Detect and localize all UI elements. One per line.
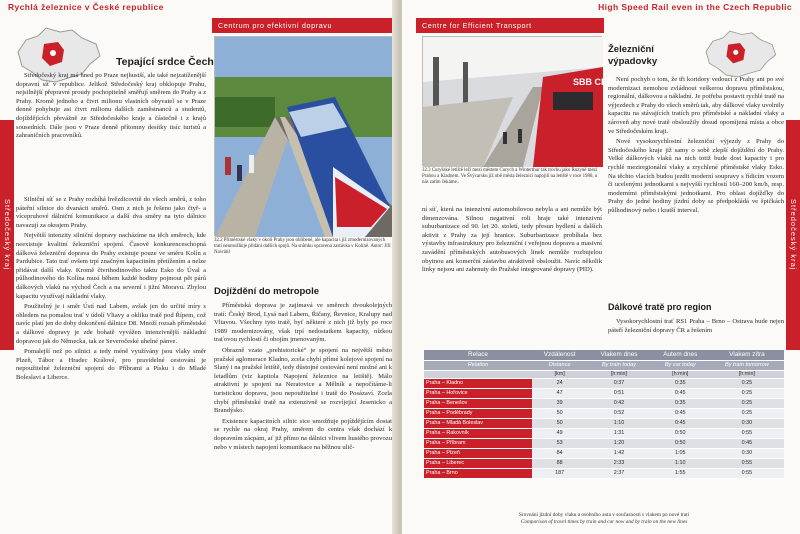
- value-cell: 0:35: [651, 378, 710, 388]
- paragraph: ní síť, která na intenzivní automobilovou nebyla a ani nemůže být dimenzována. Silnou negativní roli hraje také intenzivní suburbanizace od 90. let 20. století, tedy přesun bydlení a dalších aktivit z Prahy za její hranice. Suburbanizace probíhala bez výstavby infrastruktury pro železniční i veřejnou dopravu a masivní zavádění příměstských autobusových linek nemůže rozbujelou obytnou ani komerční zástavbu atraktivně obsloužit. Navíc několik linky nejsou ani zahrnuty do Pražské integrované dopravy (PID).: [422, 206, 602, 274]
- table-row: [424, 398, 784, 408]
- intro-text: [16, 72, 206, 143]
- svg-text:SBB CFF: SBB CFF: [573, 77, 612, 87]
- czech-region-map-right: [698, 26, 782, 82]
- paragraph: Není pochyb o tom, že tři koridory vedoucí z Prahy ani po své modernizaci nemohou zvládnout veškerou dopravu příměstskou, regionální, dálkovou a nákladní. Je potřeba postavit rychlé tratě na výjezdech z Prahy do všech směrů tak, aby dálkové vlaky uvolnily kapacitu na stávajících tratích pro příměstské a nákladní vlaky a zároveň aby nové tratě obsloužily dosud opomíjená místa a obce ve Středočeském kraji.: [608, 76, 784, 135]
- table-unit: [h:min]: [710, 370, 784, 378]
- table-row: [424, 438, 784, 448]
- value-cell: 1:31: [587, 428, 650, 438]
- value-cell: 49: [532, 428, 587, 438]
- route-cell: Praha – Plzeň: [424, 448, 532, 458]
- value-cell: 0:42: [587, 398, 650, 408]
- value-cell: 0:55: [710, 468, 784, 478]
- left-column-text-right-page: [422, 206, 602, 277]
- route-cell: Praha – Kladno: [424, 378, 532, 388]
- value-cell: 88: [532, 458, 587, 468]
- route-cell: Praha – Mladá Boleslav: [424, 418, 532, 428]
- value-cell: 187: [532, 468, 587, 478]
- table-header: Vlakem dnes: [587, 350, 650, 360]
- paragraph: Obrazně vzato „prehistorické“ je spojení na největší město pražské aglomerace Kladno, zcela chybí přímé kolejové spojení na Slaný i na pražské letiště, tedy důstojné cestování není možné ani k letadlům (viz kapitola Napojení železnice na letiště). Málo atraktivní je spojení na Neratovice a Mělník a nepočítáme-li turistickou dopravu, jsou nepoužitelné i tratě do Posázaví. Zcela chybí příměstské tratě na extenzivně se rozvíjející Jesenicko a Brandýsko.: [214, 346, 392, 415]
- value-cell: 0:30: [710, 448, 784, 458]
- paragraph: Největší intenzity silniční dopravy nacházíme na těch směrech, kde neexistuje kvalitní železniční spojení. Časově konkurenceschopná dálková železniční doprava do Prahy existuje pouze ve směru Kolín a Pardubice. Tato trať ovšem trpí značným kapacitním přetížením a nelze přidávat další vlaky. Kromě čtvrthodinového taktu Esko do Úval a půlhodinového do Kolína musí během každé hodiny pojmout pět párů dálkových vlaků na východ Čech a na severní i jižní Moravu. Zbylou kapacitu využívají nákladní vlaky.: [16, 232, 206, 300]
- table-row: [424, 408, 784, 418]
- value-cell: 0:51: [587, 388, 650, 398]
- heading-dalkove-trate: Dálkové tratě pro region: [608, 302, 712, 312]
- value-cell: 0:55: [710, 458, 784, 468]
- table-caption: [424, 512, 784, 525]
- paragraph: Existence kapacitních silnic sice umožňuje pojíždějícím dostat se rychle na okraj Prahy, směrem do centra však dochází k dopravním zácpám, ať již přímo na dálnici vlivem hustého provozu nebo v místech napojení komunikace na běžnou ulič-: [214, 417, 392, 451]
- heading-dojizdeni: Dojíždění do metropole: [214, 286, 320, 297]
- table-header: Vlakem zítra: [710, 350, 784, 360]
- right-column-text-left-page: [214, 302, 392, 454]
- table-unit: [h:min]: [651, 370, 710, 378]
- value-cell: 84: [532, 448, 587, 458]
- value-cell: 24: [532, 378, 587, 388]
- table-header-en: By car today: [651, 360, 710, 370]
- value-cell: 0:52: [587, 408, 650, 418]
- running-title-left: Rychlá železnice v České republice: [8, 2, 164, 12]
- value-cell: 39: [532, 398, 587, 408]
- paragraph: Pomalejší než po silnici a tedy méně využívány jsou vlaky směr Plzeň, Tábor a Hradec Králové, pro pravidelné cestování je nepoužitelné železniční spojení do Příbrami a Písku i do Mladé Boleslavi a Liberce.: [16, 348, 206, 381]
- table-row: [424, 378, 784, 388]
- value-cell: 1:10: [587, 418, 650, 428]
- table-caption-cz: Srovnání jízdní doby vlaku a osobního auta v současnosti s vlakem po nové trati: [518, 512, 690, 518]
- value-cell: 1:42: [587, 448, 650, 458]
- value-cell: 0:55: [710, 428, 784, 438]
- route-cell: Praha – Brno: [424, 468, 532, 478]
- table-unit: [424, 370, 532, 378]
- paragraph: Silniční síť se z Prahy rozbíhá hvězdicovitě do všech směrů, z toho páteřní silnice do dvanácti směrů. Osm z nich je řešeno jako čtyř- a vícepruhové dálniční komunikace a další dva směry na tyto dálnice navazují za okrajem Prahy.: [16, 196, 206, 229]
- value-cell: 2:37: [587, 468, 650, 478]
- value-cell: 2:33: [587, 458, 650, 468]
- paragraph: Použitelný je i směr Ústí nad Labem, avšak jen do určité míry s ohledem na pomalou trať v údolí Vltavy a okliku tratě pod Řípem, což navíc platí jen do doby dokončení dálnice D8. Množí rozsah příměstské a dálkové dopravy je zde bohatě vyvážen intenzivnější nákladní dopravou jak do Německa, tak ze Severočeské uhelné pánve.: [16, 303, 206, 345]
- value-cell: 53: [532, 438, 587, 448]
- section-band-left: Centrum pro efektivní dopravu: [212, 18, 398, 33]
- table-row: [424, 428, 784, 438]
- value-cell: 0:25: [710, 398, 784, 408]
- value-cell: 1:10: [651, 458, 710, 468]
- route-cell: Praha – Příbram: [424, 438, 532, 448]
- value-cell: 0:25: [710, 388, 784, 398]
- value-cell: 0:45: [651, 418, 710, 428]
- paragraph: Středočeský kraj má hned po Praze nejhustší, ale také nejzatíženější dopravní síť v republice. Jelikož Středočeský kraj obklopuje Prahu, nejsilnější přepravní proudy pochopitelně směřují směrem do Prahy a z Prahy. Kromě jednoho a čtvrt milionu vlastních obyvatel se v Praze denně pohybuje asi čtvrt milionu dalších zaměstnanců a studentů, dojíždějících převážně ze Středočeského kraje a částečně i z krajů sousedních. Dále jsou v Praze denně přítomny desítky tisíc turistů a zahraničních pracovníků.: [16, 72, 206, 140]
- photo-caption-left: 32.2 Příměstské vlaky v okolí Prahy jsou oblíbené, ale kapacita i již zmodernizovaných tratí neumožňuje přidání dalších spojů. Na snímku opravená zastávka v Kolíně. Autor: Jiří Navrátil: [214, 238, 391, 256]
- table-row: [424, 468, 784, 478]
- photo-zurich-airport-station: [422, 36, 612, 166]
- travel-time-table: [424, 350, 784, 479]
- table-header-en: By train today: [587, 360, 650, 370]
- table-row: [424, 388, 784, 398]
- table-header-en: Distance: [532, 360, 587, 370]
- paragraph: Nové vysokorychlostní železniční výjezdy z Prahy do Středočeského kraje již samy o sobě zlepší dojíždění do Prahy. Velké dálkových vlaků na nich totiž bude dost kapacity i pro rychlé meziregionální vlaky a zrychlené příměstské vlaky Esko. Na těchto vlacích budou jezdit moderní soupravy s řídicím vozem či ucelenými jednotkami s nejvyšší rychlostí 160–200 km/h, resp. moderními příměstskými jednotkami. Pro oblast dojížďky do Prahy do jedné hodiny jízdní doby se předpokládá ve špičkách půlhodinový nebo i kratší interval.: [608, 138, 784, 214]
- value-cell: 1:05: [651, 448, 710, 458]
- paragraph: Vysokorychlostní trať RS1 Praha – Brno – Ostrava bude nejen páteří železniční dopravy ČR a řešením: [608, 318, 784, 334]
- value-cell: 0:50: [651, 428, 710, 438]
- table-unit: [km]: [532, 370, 587, 378]
- route-cell: Praha – Liberec: [424, 458, 532, 468]
- value-cell: 0:30: [710, 418, 784, 428]
- route-cell: Praha – Poděbrady: [424, 408, 532, 418]
- left-column-text: [16, 196, 206, 384]
- right-column-text: [608, 76, 784, 218]
- value-cell: 0:37: [587, 378, 650, 388]
- region-side-tab-left: Středočeský kraj: [0, 120, 14, 350]
- table-header: Autem dnes: [651, 350, 710, 360]
- heading-zeleznicni-vypadovky: Železniční výpadovky: [608, 44, 658, 67]
- table-header-en: Relation: [424, 360, 532, 370]
- route-cell: Praha – Benešov: [424, 398, 532, 408]
- table-header-en: By train tomorrow: [710, 360, 784, 370]
- table-header: Relace: [424, 350, 532, 360]
- running-title-right: High Speed Rail even in the Czech Republic: [598, 2, 792, 12]
- value-cell: 50: [532, 408, 587, 418]
- value-cell: 50: [532, 418, 587, 428]
- value-cell: 47: [532, 388, 587, 398]
- photo-commuter-train: [214, 36, 392, 236]
- heading-tepajici-srdce: Tepající srdce Čech: [116, 56, 214, 68]
- region-side-tab-right: Středočeský kraj: [786, 120, 800, 350]
- value-cell: 1:20: [587, 438, 650, 448]
- value-cell: 0:45: [651, 408, 710, 418]
- value-cell: 0:45: [651, 388, 710, 398]
- value-cell: 0:50: [651, 438, 710, 448]
- value-cell: 0:25: [710, 378, 784, 388]
- table-row: [424, 448, 784, 458]
- route-cell: Praha – Hořovice: [424, 388, 532, 398]
- right-page: [402, 0, 800, 534]
- value-cell: 0:35: [651, 398, 710, 408]
- value-cell: 0:25: [710, 408, 784, 418]
- table-unit: [h:min]: [587, 370, 650, 378]
- paragraph: Příměstská doprava je zajímavá ve směrech dvoukolejných tratí: Český Brod, Lysá nad Labem, Řičany, Řevnice, Kralupy nad Vltavou. Všechny tyto tratě, byť některé z nich již byly po roce 1989 modernizovány, však trpí nedostatkem kapacity, nízkou traťovou rychlostí či obojím jmenovaným.: [214, 302, 392, 344]
- value-cell: 0:45: [710, 438, 784, 448]
- left-page: [0, 0, 398, 534]
- photo-caption-right: 32.3 Curyšské letiště leží mezi městem Curych a Winterthur tak trochu jako Ruzyně mezi Prahou a Kladnem. Ve Švýcarsku již obě města železnicí napojili na letiště v roce 1980, u nás zatím čekáme..: [422, 168, 598, 186]
- table-row: [424, 458, 784, 468]
- table-intro-text: [608, 318, 784, 337]
- table-row: [424, 418, 784, 428]
- table-caption-en: Comparison of travel times by train and car now and by train on the new lines: [520, 518, 688, 525]
- table-header: Vzdálenost: [532, 350, 587, 360]
- section-band-right: Centre for Efficient Transport: [416, 18, 604, 33]
- route-cell: Praha – Rakovník: [424, 428, 532, 438]
- value-cell: 1:55: [651, 468, 710, 478]
